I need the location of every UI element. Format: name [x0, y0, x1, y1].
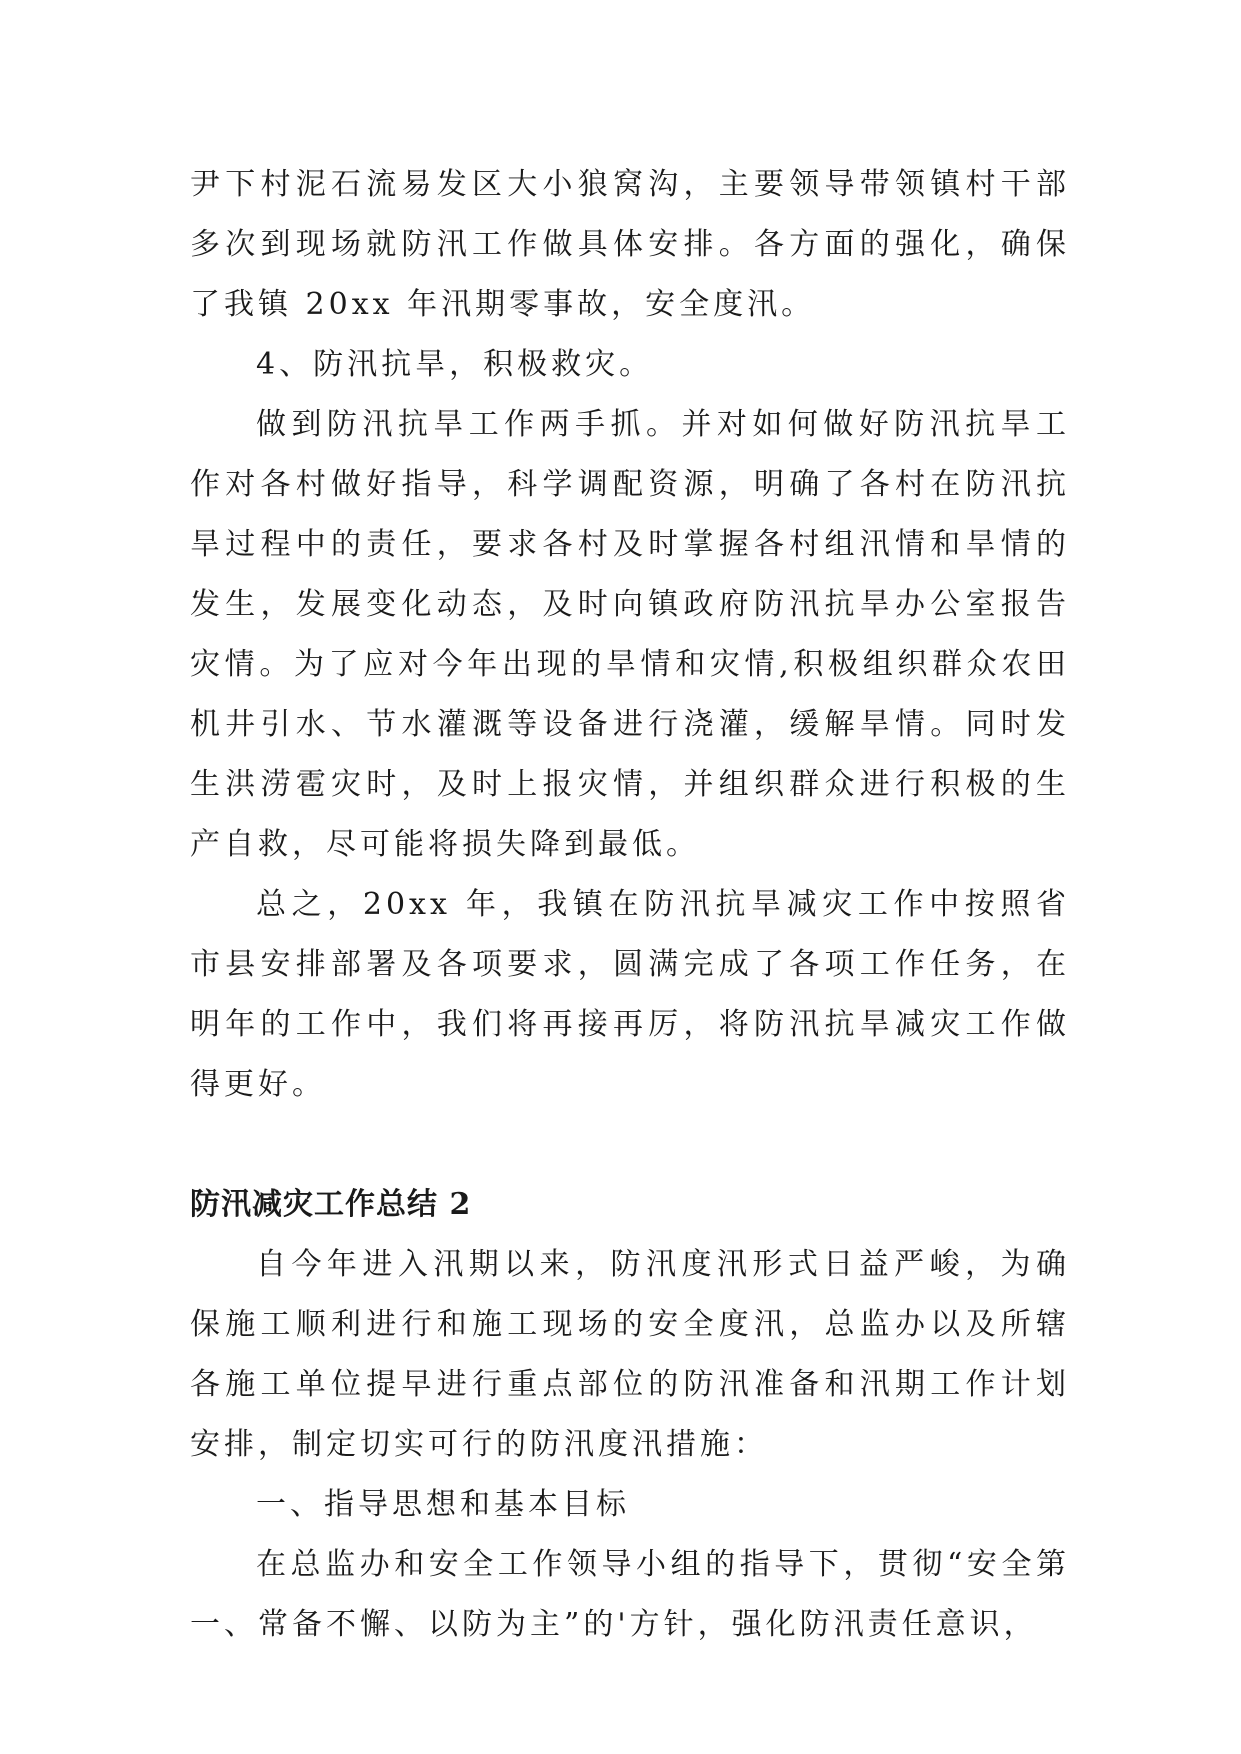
paragraph-flood-season-intro: 自今年进入汛期以来，防汛度汛形式日益严峻，为确保施工顺利进行和施工现场的安全度汛，总监办以及所辖各施工单位提早进行重点部位的防汛准备和汛期工作计划安排，制定切实可行的防汛度汛措施：	[190, 1247, 1070, 1462]
paragraph-guidance: 在总监办和安全工作领导小组的指导下，贯彻“安全第一、常备不懈、以防为主”的'方针，强化防汛责任意识，	[190, 1547, 1070, 1642]
paragraph-mudslide-area: 尹下村泥石流易发区大小狼窝沟，主要领导带领镇村干部多次到现场就防汛工作做具体安排。各方面的强化，确保了我镇 20xx 年汛期零事故，安全度汛。	[190, 167, 1070, 322]
paragraph-flood-drought-work: 做到防汛抗旱工作两手抓。并对如何做好防汛抗旱工作对各村做好指导，科学调配资源，明确了各村在防汛抗旱过程中的责任，要求各村及时掌握各村组汛情和旱情的发生，发展变化动态，及时向镇政府防汛抗旱办公室报告灾情。为了应对今年出现的旱情和灾情,积极组织群众农田机井引水、节水灌溉等设备进行浇灌，缓解旱情。同时发生洪涝雹灾时，及时上报灾情，并组织群众进行积极的生产自救，尽可能将损失降到最低。	[190, 407, 1070, 862]
document-page	[190, 155, 1070, 1655]
section-title: 防汛减灾工作总结 2	[190, 1187, 472, 1222]
paragraph-subheading-guiding-ideas: 一、指导思想和基本目标	[256, 1487, 630, 1522]
paragraph-conclusion: 总之，20xx 年，我镇在防汛抗旱减灾工作中按照省市县安排部署及各项要求，圆满完成了各项工作任务，在明年的工作中，我们将再接再厉，将防汛抗旱减灾工作做得更好。	[190, 887, 1070, 1102]
paragraph-subheading-4: 4、防汛抗旱，积极救灾。	[256, 347, 654, 382]
